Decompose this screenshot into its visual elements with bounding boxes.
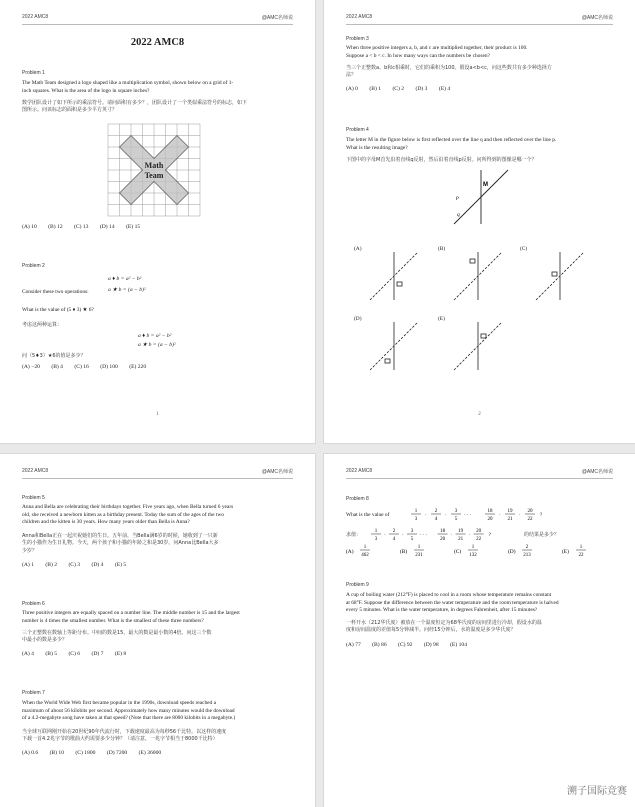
fraction-term: [407, 529, 417, 542]
document-page-1: [0, 0, 315, 443]
problem-1-options: [22, 224, 301, 230]
option-b: (B) 2: [45, 562, 58, 568]
page-number: 2: [478, 412, 481, 417]
document-title: 2022 AMC8: [130, 37, 185, 48]
times-sign: ·: [425, 513, 427, 518]
header-left: 2022 AMC8: [22, 468, 49, 474]
problem-6-heading: Problem 6: [22, 601, 45, 607]
choice-d-figure: [370, 322, 418, 370]
page-header: [22, 14, 293, 24]
option-e: (E) 4: [438, 86, 451, 92]
problem-9-cn-line: 一杯开水（212华氏度）被放在一个温度恒定为68华氏度的房间里进行冷却，假设水的温: [346, 620, 542, 626]
svg-text:4: 4: [434, 517, 438, 522]
times-sign: ·: [468, 533, 471, 538]
svg-text:18: 18: [487, 509, 493, 514]
svg-text:21: 21: [458, 537, 464, 542]
problem-2-lead: Consider these two operations:: [22, 289, 89, 295]
problem-4-heading: Problem 4: [346, 127, 369, 133]
option-a: (A) 10: [22, 224, 37, 230]
option-b: (B) 10: [49, 750, 65, 756]
header-divider: [346, 24, 613, 25]
problem-1-line: inch squares. What is the area of the logo in square inches?: [22, 87, 150, 94]
times-sign: ·: [519, 513, 521, 518]
option-letter: (B): [400, 549, 408, 555]
header-divider: [22, 478, 293, 479]
problem-3-text: [346, 45, 617, 60]
option-e: (E) 220: [129, 364, 147, 370]
problem-5-options: [22, 562, 301, 568]
problem-4-text: [346, 137, 617, 152]
choice-b-label: (B): [438, 246, 446, 252]
option-d: (D) 100: [100, 364, 118, 370]
svg-text:22: 22: [578, 553, 584, 558]
problem-1-cn-line: 图所示。问该标志的面积是多少平方英寸？: [22, 107, 118, 114]
header-divider: [346, 478, 613, 479]
fraction-term: [431, 509, 441, 522]
fraction-term: [505, 509, 515, 522]
header-right: @AMC名师说: [581, 469, 613, 475]
option-b: (B) 5: [45, 651, 58, 657]
option-a: (A) 0: [346, 86, 358, 92]
problem-6-cn-line: 中最小的数是多少？: [22, 637, 68, 644]
svg-text:1: 1: [417, 545, 421, 550]
line-label-q: q: [457, 212, 460, 218]
option-fraction: [522, 545, 532, 558]
problem-8-lead: What is the value of: [346, 512, 390, 518]
svg-text:3: 3: [414, 517, 418, 522]
problem-1-line: The Math Team designed a logo shaped like a multiplication symbol, shown below on a grid of 1-: [22, 80, 234, 86]
svg-text:20: 20: [487, 517, 493, 522]
option-fraction: [360, 545, 370, 558]
svg-text:20: 20: [527, 509, 533, 514]
choice-e-figure: [454, 322, 502, 370]
math-team-logo-grid: [108, 124, 200, 216]
option-b: (B) 86: [372, 642, 387, 648]
problem-1-heading: Problem 1: [22, 70, 45, 76]
ellipsis: · · ·: [464, 513, 472, 518]
problem-3-heading: Problem 3: [346, 36, 369, 42]
problem-6-line: Three positive integers are equally spaced on a number line. The middle number is 15 and the largest: [22, 610, 240, 616]
problem-7-cn-line: 当全球互联网刚开始在20世纪90年代流行时，下载速度最高为每秒56千比特。以这样的速度: [22, 729, 227, 735]
problem-6-line: number is 4 times the smallest number. What is the smallest of these three numbers?: [22, 617, 204, 624]
problem-4-line: What is the resulting image?: [346, 144, 408, 151]
header-right: @AMC名师说: [261, 15, 293, 21]
header-left: 2022 AMC8: [346, 14, 373, 20]
option-d: (D) 7: [91, 651, 104, 657]
svg-text:5: 5: [454, 517, 458, 522]
svg-text:2: 2: [434, 509, 438, 514]
choice-a-label: (A): [354, 246, 362, 252]
problem-9-options: [346, 642, 621, 648]
option-c: (C) 92: [398, 642, 413, 648]
option-d: (D) 3: [415, 86, 428, 92]
svg-text:1: 1: [414, 509, 418, 514]
operation-star-cn: a ★ b = (a − b)²: [138, 342, 176, 348]
problem-2-options: [22, 364, 301, 370]
problem-5-line: children and the kitten is 30 years. How many years older than Bella is Anna?: [22, 519, 190, 526]
problem-6-text: [22, 610, 297, 625]
svg-text:2: 2: [525, 545, 529, 550]
option-d: (D) 4: [91, 562, 104, 568]
svg-text:19: 19: [507, 509, 513, 514]
fraction-term: [485, 509, 495, 522]
choice-b-figure: [454, 252, 502, 300]
problem-8-heading: Problem 8: [346, 496, 369, 502]
operation-diamond: a ♦ b = a² − b²: [108, 276, 142, 282]
choice-c-label: (C): [520, 246, 528, 252]
option-d: (D) 98: [423, 642, 439, 648]
option-d: (D) 14: [99, 224, 115, 230]
problem-7-line: maximum of about 56 kilobits per second. Approximately how many minutes would the download: [22, 707, 235, 714]
option-e: (E) 36000: [138, 750, 162, 756]
line-label-p: p: [456, 195, 459, 201]
problem-4-line: The letter M in the figure below is first reflected over the line q and then reflected over the line p.: [346, 137, 557, 143]
option-b: (B) 4: [51, 364, 63, 370]
problem-3-cn-line: 法？: [346, 72, 357, 79]
svg-text:1: 1: [579, 545, 583, 550]
problem-3-line: Suppose a < b < c. In how many ways can the numbers be chosen?: [346, 52, 490, 59]
problem-8-cn-tail: 的结果是多少？: [524, 532, 560, 538]
svg-text:231: 231: [415, 553, 423, 558]
fraction-term: [371, 529, 381, 542]
problem-6-chinese: [22, 630, 297, 645]
option-c: (C) 16: [74, 364, 89, 370]
choice-a-figure: [370, 252, 418, 300]
problem-4-chinese: 下图中的字母M首先沿着直线q反射，然后沿着直线p反射。问所得到的图像是哪一个？: [346, 157, 537, 163]
option-e: (E) 104: [450, 642, 467, 648]
page-header: [22, 468, 293, 478]
svg-text:22: 22: [527, 517, 533, 522]
problem-5-cn-line: 生的小猫作为生日礼物。今天，两个孩子和小猫的年龄之和是30岁。问Anna比Bella大多: [22, 540, 219, 547]
times-sign: ·: [402, 533, 404, 538]
svg-text:19: 19: [458, 529, 464, 534]
problem-7-heading: Problem 7: [22, 690, 45, 696]
svg-text:213: 213: [523, 553, 531, 558]
problem-9-chinese: [346, 620, 617, 635]
problem-2-question: What is the value of (5 ♦ 3) ★ 6?: [22, 307, 94, 313]
page-number: 1: [156, 412, 159, 417]
problem-5-cn-line: 少岁？: [22, 547, 38, 554]
option-a: (A) 0.6: [22, 750, 39, 756]
fraction-term: [451, 509, 461, 522]
ellipsis: · · ·: [420, 533, 428, 538]
problem-7-chinese: [22, 729, 297, 744]
svg-text:2: 2: [392, 529, 396, 534]
problem-8-expression: [408, 506, 608, 524]
problem-1-text: [22, 80, 297, 95]
option-letter: (E): [562, 549, 569, 555]
problem-3-cn-line: 当三个正整数a、b和c相乘时，它们的乘积为100。假设a<b<c，问这些数共有多少种选择方: [346, 65, 552, 71]
times-sign: ·: [445, 513, 447, 518]
choice-d-label: (D): [354, 316, 362, 322]
operation-star: a ★ b = (a − b)²: [108, 287, 146, 293]
option-c: (C) 6: [68, 651, 81, 657]
choice-e-label: (E): [438, 316, 445, 322]
option-letter: (C): [454, 549, 462, 555]
svg-text:4: 4: [392, 537, 396, 542]
problem-2-cn-lead: 考虑这两种运算：: [22, 322, 63, 328]
problem-5-line: Anna and Bella are celebrating their birthdays together. Five years ago, when Bella turned 6 years: [22, 504, 234, 510]
svg-text:462: 462: [361, 553, 369, 558]
option-b: (B) 12: [48, 224, 63, 230]
problem-9-heading: Problem 9: [346, 582, 369, 588]
svg-text:20: 20: [440, 537, 446, 542]
fraction-term: [474, 529, 484, 542]
header-left: 2022 AMC8: [22, 14, 49, 20]
svg-text:21: 21: [507, 517, 513, 522]
svg-text:18: 18: [440, 529, 446, 534]
times-sign: ·: [384, 533, 386, 538]
option-c: (C) 3: [68, 562, 81, 568]
problem-7-cn-line: 下载一首4.2兆字节的歌曲大约需要多少分钟？（请注意，一兆字节相当于8000千比特）: [22, 736, 218, 743]
header-right: @AMC名师说: [581, 15, 613, 21]
option-e: (E) 8: [114, 651, 127, 657]
option-e: (E) 15: [126, 224, 141, 230]
document-page-3: [0, 454, 315, 807]
operation-diamond-cn: a ♦ b = a² − b²: [138, 333, 172, 339]
option-b: (B) 1: [369, 86, 382, 92]
problem-7-line: of a 4.2-megabyte song have taken at that speed? (Note that there are 8000 kilobits in a megabyte.): [22, 715, 236, 722]
question-mark: ?: [540, 513, 543, 518]
problem-7-text: [22, 700, 297, 723]
problem-5-chinese: [22, 533, 297, 555]
problem-1-chinese: [22, 100, 297, 115]
option-a: (A) −20: [22, 364, 40, 370]
option-c: (C) 2: [392, 86, 405, 92]
page-header: [346, 14, 613, 24]
header-left: 2022 AMC8: [346, 468, 373, 474]
problem-9-line: at 68°F. Suppose the difference between the water temperature and the room temperature is halved: [346, 599, 559, 606]
option-fraction: [468, 545, 478, 558]
problem-2-heading: Problem 2: [22, 263, 45, 269]
fraction-term: [456, 529, 466, 542]
document-page-2: [324, 0, 635, 443]
problem-2-cn-question: 问（5♦3）★6的值是多少？: [22, 353, 86, 359]
times-sign: ·: [499, 513, 501, 518]
logo-text-math: Math: [144, 161, 164, 170]
document-page-4: [324, 454, 635, 807]
problem-5-heading: Problem 5: [22, 495, 45, 501]
problem-3-options: [346, 86, 621, 92]
svg-text:3: 3: [410, 529, 414, 534]
problem-5-line: old, she received a newborn kitten as a birthday present. Today the sum of the ages of the two: [22, 511, 224, 518]
watermark: 溯子国际竞赛: [567, 786, 627, 797]
option-letter: (D): [508, 549, 516, 555]
problem-6-options: [22, 651, 301, 657]
option-letter: (A): [346, 549, 354, 555]
svg-text:3: 3: [374, 537, 378, 542]
problem-9-line: A cup of boiling water (212°F) is placed to cool in a room whose temperature remains constant: [346, 592, 552, 598]
option-a: (A) 1: [22, 562, 34, 568]
question-mark: ?: [488, 533, 491, 538]
problem-9-text: [346, 592, 617, 615]
header-divider: [22, 24, 293, 25]
reflection-figure: [452, 168, 510, 226]
problem-1-cn-line: 数学团队设计了如下所示的乘法符号。请问面积有多少？，团队设计了一个类似乘法符号的标志，如下: [22, 100, 248, 106]
problem-9-line: every 5 minutes. What is the water temperature, in degrees Fahrenheit, after 15 minutes?: [346, 607, 538, 614]
option-a: (A) 4: [22, 651, 34, 657]
problem-5-text: [22, 504, 297, 527]
svg-text:3: 3: [454, 509, 458, 514]
svg-text:132: 132: [469, 553, 477, 558]
problem-8-options: [346, 542, 616, 562]
page-header: [346, 468, 613, 478]
times-sign: ·: [450, 533, 453, 538]
option-d: (D) 7200: [106, 750, 128, 756]
problem-3-chinese: [346, 65, 617, 80]
option-fraction: [414, 545, 424, 558]
problem-7-options: [22, 750, 301, 756]
fraction-term: [525, 509, 535, 522]
fraction-term: [389, 529, 399, 542]
problem-6-cn-line: 三个正整数在数轴上等距分布。中间的数是15，最大的数是最小数的4倍。问这三个数: [22, 630, 212, 636]
svg-text:1: 1: [471, 545, 475, 550]
problem-5-cn-line: Anna和Bella正在一起庆祝她们的生日。五年前，当Bella满6岁的时候，她收到了一只新: [22, 533, 218, 539]
logo-text-team: Team: [144, 171, 164, 180]
problem-3-line: When three positive integers a, b, and c are multiplied together, their product is 100.: [346, 45, 528, 51]
svg-text:1: 1: [374, 529, 378, 534]
svg-text:22: 22: [476, 537, 482, 542]
svg-text:20: 20: [476, 529, 482, 534]
choice-c-figure: [536, 252, 584, 300]
problem-7-line: When the World Wide Web first became popular in the 1990s, download speeds reached a: [22, 700, 216, 706]
svg-text:5: 5: [410, 537, 414, 542]
header-right: @AMC名师说: [261, 469, 293, 475]
option-c: (C) 1800: [75, 750, 96, 756]
option-fraction: [576, 545, 586, 558]
letter-m: M: [483, 182, 488, 188]
fraction-term: [411, 509, 421, 522]
option-a: (A) 77: [346, 642, 361, 648]
option-c: (C) 13: [74, 224, 89, 230]
option-e: (E) 5: [114, 562, 127, 568]
fraction-term: [438, 529, 448, 542]
svg-text:1: 1: [363, 545, 367, 550]
problem-8-cn-lead: 求值：: [346, 532, 362, 538]
problem-9-cn-line: 度和房间温度的差值每5分钟减半。问经15分钟后，水的温度是多少华氏度？: [346, 627, 516, 634]
